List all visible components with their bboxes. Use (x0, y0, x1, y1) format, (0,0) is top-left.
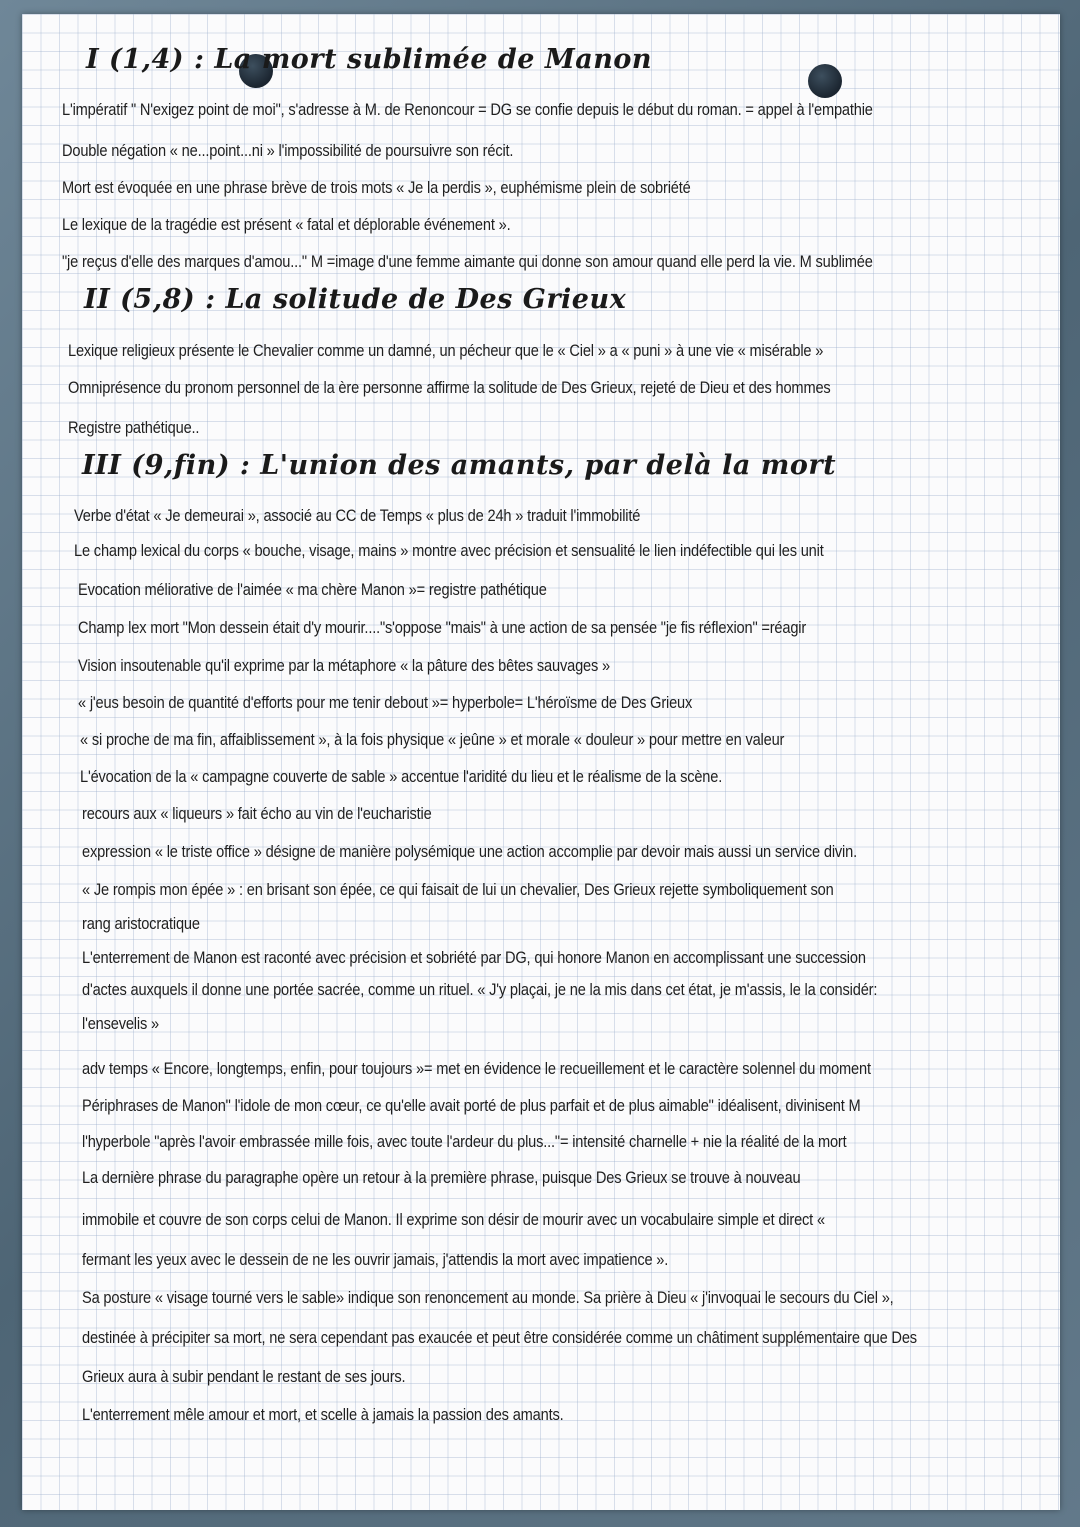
section-3-line: « si proche de ma fin, affaiblissement », à la fois physique « jeûne » et morale « douleur » pour mettre en valeur (80, 730, 785, 749)
section-3-line: rang aristocratique (82, 914, 200, 933)
section-1-line: Le lexique de la tragédie est présent « fatal et déplorable événement ». (62, 215, 511, 234)
section-3-line: L'évocation de la « campagne couverte de sable » accentue l'aridité du lieu et le réalisme de la scène. (80, 767, 723, 786)
section-1-heading: I (1,4) : La mort sublimée de Manon (86, 44, 653, 75)
section-3-line: destinée à précipiter sa mort, ne sera cependant pas exaucée et peut être considérée comme un châtiment supplémentaire que Des (82, 1328, 917, 1347)
section-3-line: recours aux « liqueurs » fait écho au vin de l'eucharistie (82, 804, 432, 823)
section-3-line: Grieux aura à subir pendant le restant de ses jours. (82, 1367, 406, 1386)
section-3-line: expression « le triste office » désigne de manière polysémique une action accomplie par devoir mais aussi un service divin. (82, 842, 857, 861)
section-3-line: Champ lex mort "Mon dessein était d'y mourir...."s'oppose "mais" à une action de sa pensée "je fis réflexion" =réagir (78, 618, 807, 637)
section-3-line: La dernière phrase du paragraphe opère un retour à la première phrase, puisque Des Grieux se trouve à nouveau (82, 1168, 801, 1187)
section-3-line: l'hyperbole "après l'avoir embrassée mille fois, avec toute l'ardeur du plus..."= intensité charnelle + nie la réalité de la mort (82, 1132, 847, 1151)
section-3-line: d'actes auxquels il donne une portée sacrée, comme un rituel. « J'y plaçai, je ne la mis dans cet état, je m'assis, le la considér: (82, 980, 878, 999)
section-2-line: Lexique religieux présente le Chevalier comme un damné, un pécheur que le « Ciel » a « puni » à une vie « misérable » (68, 341, 824, 360)
section-3-line: « Je rompis mon épée » : en brisant son épée, ce qui faisait de lui un chevalier, Des Grieux rejette symboliquement son (82, 880, 834, 899)
section-2-line: Registre pathétique.. (68, 418, 200, 437)
punch-hole-right (808, 64, 842, 98)
section-1-line: Mort est évoquée en une phrase brève de trois mots « Je la perdis », euphémisme plein de sobriété (62, 178, 691, 197)
section-3-line: adv temps « Encore, longtemps, enfin, pour toujours »= met en évidence le recueillement et le caractère solennel du moment (82, 1059, 871, 1078)
section-3-line: Sa posture « visage tourné vers le sable» indique son renoncement au monde. Sa prière à Dieu « j'invoquai le secours du Ciel », (82, 1288, 894, 1307)
section-3-line: Vision insoutenable qu'il exprime par la métaphore « la pâture des bêtes sauvages » (78, 656, 610, 675)
section-3-line: L'enterrement de Manon est raconté avec précision et sobriété par DG, qui honore Manon en accomplissant une succession (82, 948, 866, 967)
section-3-line: fermant les yeux avec le dessein de ne les ouvrir jamais, j'attendis la mort avec impatience ». (82, 1250, 669, 1269)
section-3-line: Verbe d'état « Je demeurai », associé au CC de Temps « plus de 24h » traduit l'immobilité (74, 506, 641, 525)
section-3-line: Evocation méliorative de l'aimée « ma chère Manon »= registre pathétique (78, 580, 547, 599)
section-2-line: Omniprésence du pronom personnel de la ère personne affirme la solitude de Des Grieux, rejeté de Dieu et des hommes (68, 378, 831, 397)
section-3-line: immobile et couvre de son corps celui de Manon. Il exprime son désir de mourir avec un vocabulaire simple et direct « (82, 1210, 825, 1229)
section-3-line: Le champ lexical du corps « bouche, visage, mains » montre avec précision et sensualité le lien indéfectible qui les unit (74, 541, 824, 560)
section-3-line: L'enterrement mêle amour et mort, et scelle à jamais la passion des amants. (82, 1405, 564, 1424)
section-1-line: "je reçus d'elle des marques d'amou..." M =image d'une femme aimante qui donne son amour quand elle perd la vie. M sublimée (62, 252, 873, 271)
section-3-line: l'ensevelis » (82, 1014, 159, 1033)
section-3-heading: III (9,fin) : L'union des amants, par delà la mort (82, 450, 837, 481)
grid-paper-sheet (22, 14, 1060, 1510)
section-3-line: Périphrases de Manon" l'idole de mon cœur, ce qu'elle avait porté de plus parfait et de plus aimable" idéalisent, divinisent M (82, 1096, 861, 1115)
section-2-heading: II (5,8) : La solitude de Des Grieux (84, 284, 627, 315)
section-3-line: « j'eus besoin de quantité d'efforts pour me tenir debout »= hyperbole= L'héroïsme de Des Grieux (78, 693, 693, 712)
section-1-line: L'impératif " N'exigez point de moi", s'adresse à M. de Renoncour = DG se confie depuis le début du roman. = appel à l'empathie (62, 100, 873, 119)
section-1-line: Double négation « ne...point...ni » l'impossibilité de poursuivre son récit. (62, 141, 514, 160)
